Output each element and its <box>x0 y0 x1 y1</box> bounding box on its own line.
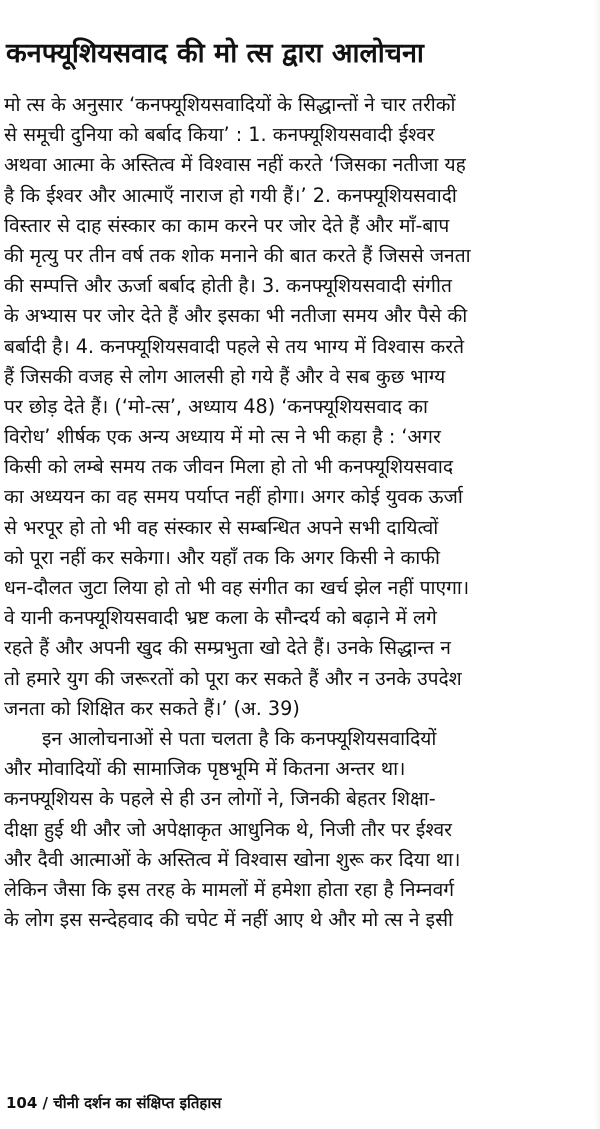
text-line: है कि ईश्वर और आत्माएँ नाराज हो गयी हैं।’ 2. कनफ्यूशियसवादी <box>4 183 457 207</box>
text-line: का अध्ययन का वह समय पर्याप्त नहीं होगा। अगर कोई युवक ऊर्जा <box>4 485 463 509</box>
text-line: के लोग इस सन्देहवाद की चपेट में नहीं आए थे और मो त्स ने इसी <box>4 908 454 932</box>
text-line: लेकिन जैसा कि इस तरह के मामलों में हमेशा होता रहा है निम्नवर्ग <box>4 877 455 901</box>
text-line: से भरपूर हो तो भी वह संस्कार से सम्बन्धित अपने सभी दायित्वों <box>4 515 439 539</box>
page-footer: 104 / चीनी दर्शन का संक्षिप्त इतिहास <box>6 1094 222 1112</box>
body-text <box>4 90 590 935</box>
text-line: धन-दौलत जुटा लिया हो तो भी वह संगीत का खर्च झेल नहीं पाएगा। <box>4 576 470 599</box>
text-line: कनफ्यूशियस के पहले से ही उन लोगों ने, जिनकी बेहतर शिक्षा- <box>4 787 436 811</box>
text-line: किसी को लम्बे समय तक जीवन मिला हो तो भी कनफ्यूशियसवाद <box>4 455 454 479</box>
text-line: से समूची दुनिया को बर्बाद किया’ : 1. कनफ्यूशियसवादी ईश्वर <box>4 123 435 147</box>
text-line: को पूरा नहीं कर सकेगा। और यहाँ तक कि अगर किसी ने काफी <box>4 545 440 569</box>
text-line: तो हमारे युग की जरूरतों को पूरा कर सकते हैं और न उनके उपदेश <box>4 666 462 690</box>
text-line: अथवा आत्मा के अस्तित्व में विश्वास नहीं करते ‘जिसका नतीजा यह <box>4 153 466 177</box>
text-line: रहते हैं और अपनी खुद की सम्प्रभुता खो देते हैं। उनके सिद्धान्त न <box>4 636 451 660</box>
text-line: मो त्स के अनुसार ‘कनफ्यूशियसवादियों के सिद्धान्तों ने चार तरीकों <box>4 93 456 116</box>
text-line: और दैवी आत्माओं के अस्तित्व में विश्वास खोना शुरू कर दिया था। <box>4 847 461 871</box>
text-line: वे यानी कनफ्यूशियसवादी भ्रष्ट कला के सौन्दर्य को बढ़ाने में लगे <box>4 606 437 630</box>
paragraph-first-line: इन आलोचनाओं से पता चलता है कि कनफ्यूशियसवादियों <box>42 726 437 750</box>
text-line: जनता को शिक्षित कर सकते हैं।’ (अ. 39) <box>4 696 300 720</box>
page-edge-shadow <box>594 0 600 1129</box>
text-line: दीक्षा हुई थी और जो अपेक्षाकृत आधुनिक थे, निजी तौर पर ईश्वर <box>4 817 452 841</box>
text-line: के अभ्यास पर जोर देते हैं और इसका भी नतीजा समय और पैसे की <box>4 304 468 328</box>
text-line: हैं जिसकी वजह से लोग आलसी हो गये हैं और वे सब कुछ भाग्य <box>4 364 446 388</box>
section-heading: कनफ्यूशियसवाद की मो त्स द्वारा आलोचना <box>6 38 424 69</box>
text-line: विस्तार से दाह संस्कार का काम करने पर जोर देते हैं और माँ-बाप <box>4 213 450 237</box>
text-line: की मृत्यु पर तीन वर्ष तक शोक मनाने की बात करते हैं जिससे जनता <box>4 243 471 267</box>
text-line: विरोध’ शीर्षक एक अन्य अध्याय में मो त्स ने भी कहा है : ‘अगर <box>4 425 441 449</box>
text-line: और मोवादियों की सामाजिक पृष्ठभूमि में कितना अन्तर था। <box>4 757 406 781</box>
text-line: बर्बादी है। 4. कनफ्यूशियसवादी पहले से तय भाग्य में विश्वास करते <box>4 334 465 358</box>
text-line: की सम्पत्ति और ऊर्जा बर्बाद होती है। 3. कनफ्यूशियसवादी संगीत <box>4 274 452 298</box>
text-line: पर छोड़ देते हैं। (‘मो-त्स’, अध्याय 48) ‘कनफ्यूशियसवाद का <box>4 394 429 418</box>
